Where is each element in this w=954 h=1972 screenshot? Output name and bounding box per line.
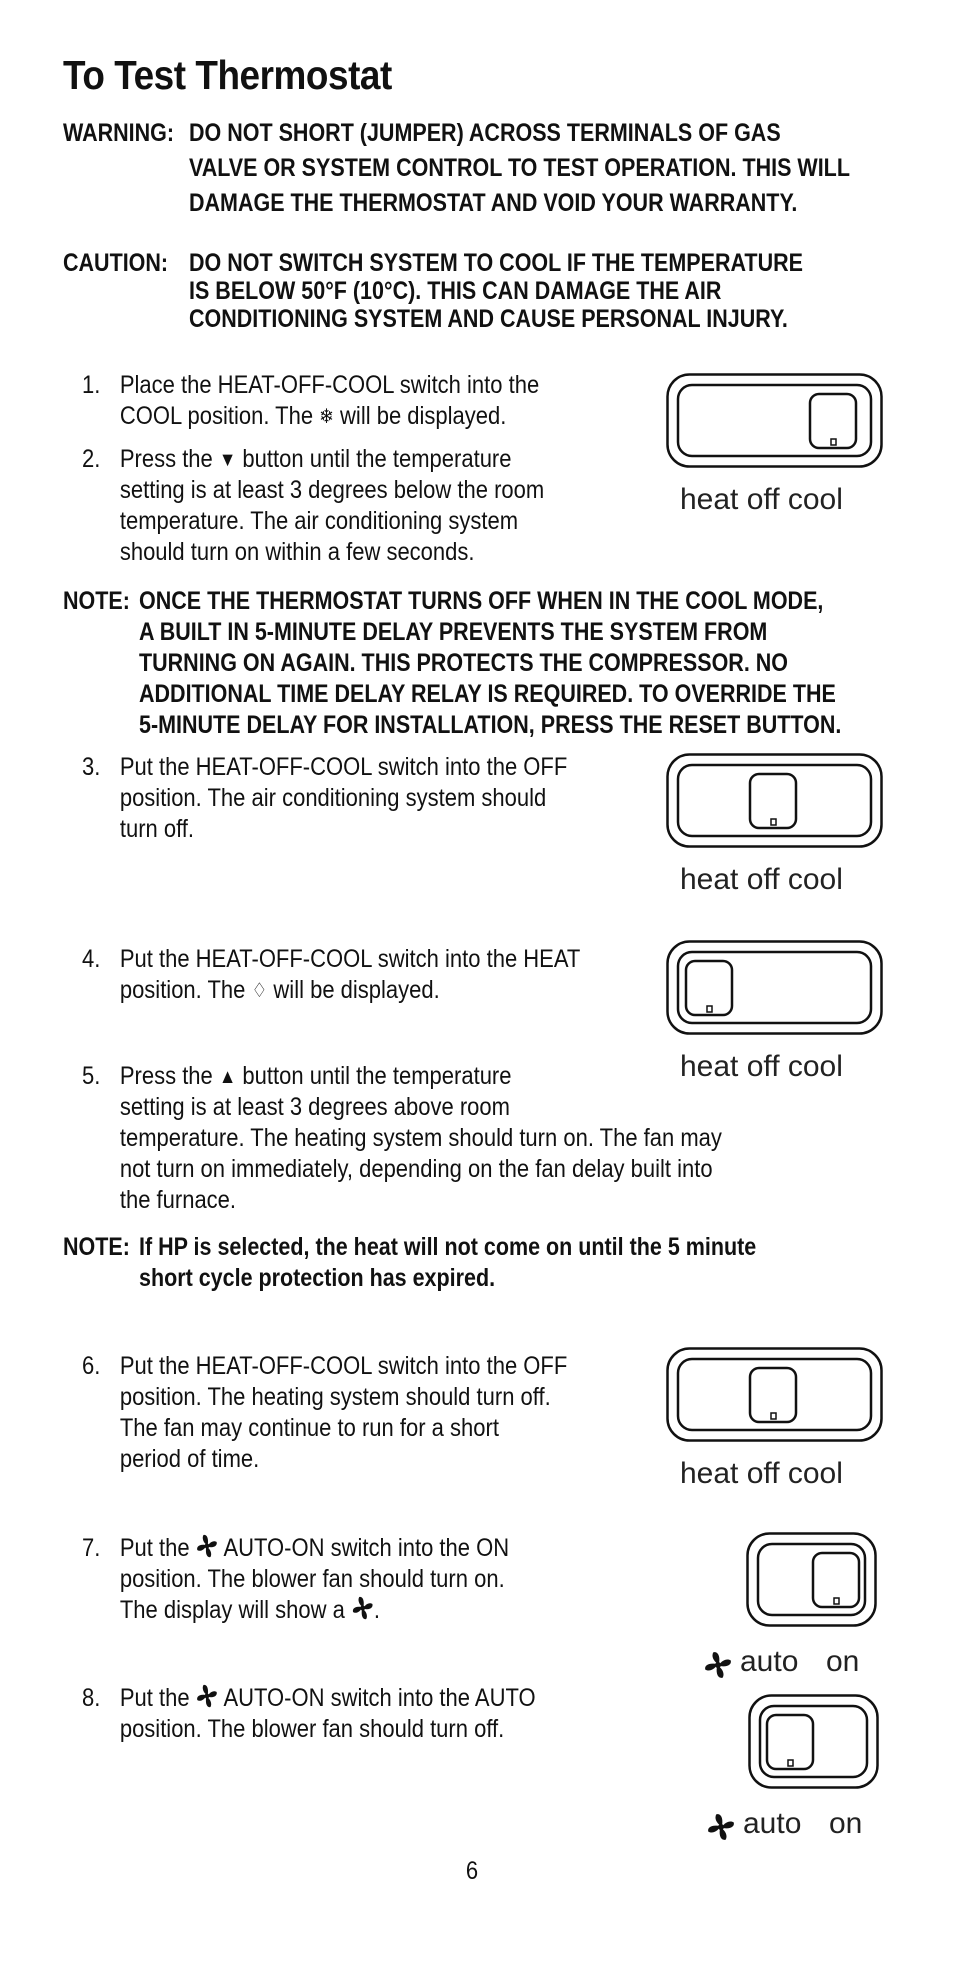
snowflake-icon: ❄ [319, 406, 334, 428]
switch-knob [750, 1368, 796, 1422]
step-text: position. The [119, 976, 252, 1004]
step-text: Put the HEAT-OFF-COOL switch into the HEAT [119, 945, 581, 973]
fan-icon [351, 1595, 374, 1621]
step-number: 1. [82, 371, 101, 399]
step-text: the furnace. [119, 1186, 237, 1214]
step-text: period of time. [119, 1445, 260, 1473]
switch-label: heat off cool [680, 1457, 843, 1490]
note-1-line-3: TURNING ON AGAIN. THIS PROTECTS THE COMPRESSOR. NO [139, 649, 789, 677]
fan-auto-label: auto [743, 1807, 802, 1840]
note-2-line-2: short cycle protection has expired. [139, 1264, 496, 1292]
step-text: . [373, 1596, 380, 1624]
step-text: position. The blower fan should turn on. [119, 1565, 505, 1593]
step-text: Put the [119, 1684, 196, 1712]
switch-knob [686, 961, 732, 1015]
step-text: button until the temperature [236, 445, 512, 473]
step-text: temperature. The heating system should turn on. The fan may [119, 1124, 722, 1152]
step-text: Place the HEAT-OFF-COOL switch into the [119, 371, 540, 399]
fan-icon [196, 1683, 219, 1709]
switch-knob [810, 394, 856, 448]
step-text: Put the HEAT-OFF-COOL switch into the OFF [119, 753, 568, 781]
fan-icon [196, 1533, 219, 1559]
step-text: COOL position. The [119, 402, 320, 430]
caution-line-1: DO NOT SWITCH SYSTEM TO COOL IF THE TEMPERATURE [189, 249, 803, 277]
note-1-label: NOTE: [63, 587, 130, 615]
step-text: The display will show a [119, 1596, 351, 1624]
note-1-line-5: 5-MINUTE DELAY FOR INSTALLATION, PRESS THE RESET BUTTON. [139, 711, 842, 739]
step-text: will be displayed. [333, 402, 507, 430]
fan-on-label: on [829, 1807, 863, 1840]
page-number: 6 [465, 1857, 479, 1885]
step-text: should turn on within a few seconds. [119, 538, 475, 566]
step-text: temperature. The air conditioning system [119, 507, 519, 535]
step-text: turn off. [119, 815, 195, 843]
step-number: 5. [82, 1062, 101, 1090]
note-1-line-2: A BUILT IN 5-MINUTE DELAY PREVENTS THE SYSTEM FROM [139, 618, 768, 646]
system-switch-heat [666, 940, 886, 1038]
switch-label: heat off cool [680, 483, 843, 516]
step-number: 7. [82, 1534, 101, 1562]
step-number: 6. [82, 1352, 101, 1380]
step-text: setting is at least 3 degrees below the room [119, 476, 545, 504]
caution-label: CAUTION: [63, 249, 169, 277]
step-text: position. The blower fan should turn off. [119, 1715, 505, 1743]
note-1-line-4: ADDITIONAL TIME DELAY RELAY IS REQUIRED. TO OVERRIDE THE [139, 680, 836, 708]
step-text: Put the [119, 1534, 196, 1562]
caution-line-2: IS BELOW 50°F (10°C). THIS CAN DAMAGE THE AIR [189, 277, 722, 305]
step-text: will be displayed. [267, 976, 440, 1004]
fan-switch-auto [748, 1694, 882, 1792]
down-triangle-icon: ▼ [218, 449, 237, 471]
step-number: 4. [82, 945, 101, 973]
warning-line-3: DAMAGE THE THERMOSTAT AND VOID YOUR WARRANTY. [189, 189, 798, 217]
fan-switch-on [746, 1532, 880, 1630]
step-text: AUTO-ON switch into the ON [218, 1534, 510, 1562]
fan-on-label: on [826, 1645, 860, 1678]
system-switch-off [666, 753, 886, 851]
warning-line-1: DO NOT SHORT (JUMPER) ACROSS TERMINALS OF GAS [189, 119, 781, 147]
switch-knob [767, 1715, 813, 1769]
page-title: To Test Thermostat [63, 52, 392, 98]
switch-label: heat off cool [680, 1050, 843, 1083]
flame-icon: ♢ [251, 980, 268, 1002]
step-text: button until the temperature [236, 1062, 512, 1090]
note-2-line-1: If HP is selected, the heat will not come on until the 5 minute [139, 1233, 757, 1261]
step-text: position. The heating system should turn off. [119, 1383, 551, 1411]
switch-label: heat off cool [680, 863, 843, 896]
step-text: not turn on immediately, depending on the fan delay built into [119, 1155, 713, 1183]
fan-icon [706, 1812, 736, 1842]
note-2-label: NOTE: [63, 1233, 130, 1261]
step-text: Press the [119, 445, 219, 473]
step-text: Press the [119, 1062, 219, 1090]
warning-line-2: VALVE OR SYSTEM CONTROL TO TEST OPERATION. THIS WILL [189, 154, 850, 182]
step-number: 3. [82, 753, 101, 781]
step-number: 2. [82, 445, 101, 473]
fan-icon [703, 1650, 733, 1680]
system-switch-cool [666, 373, 886, 471]
fan-auto-label: auto [740, 1645, 799, 1678]
step-text: The fan may continue to run for a short [119, 1414, 499, 1442]
step-number: 8. [82, 1684, 101, 1712]
step-text: position. The air conditioning system should [119, 784, 547, 812]
switch-knob [813, 1553, 859, 1607]
note-1-line-1: ONCE THE THERMOSTAT TURNS OFF WHEN IN THE COOL MODE, [139, 587, 824, 615]
system-switch-off [666, 1347, 886, 1445]
switch-knob [750, 774, 796, 828]
caution-line-3: CONDITIONING SYSTEM AND CAUSE PERSONAL INJURY. [189, 305, 788, 333]
step-text: AUTO-ON switch into the AUTO [218, 1684, 536, 1712]
step-text: Put the HEAT-OFF-COOL switch into the OFF [119, 1352, 568, 1380]
step-text: setting is at least 3 degrees above room [119, 1093, 510, 1121]
up-triangle-icon: ▲ [218, 1066, 237, 1088]
warning-label: WARNING: [63, 119, 175, 147]
